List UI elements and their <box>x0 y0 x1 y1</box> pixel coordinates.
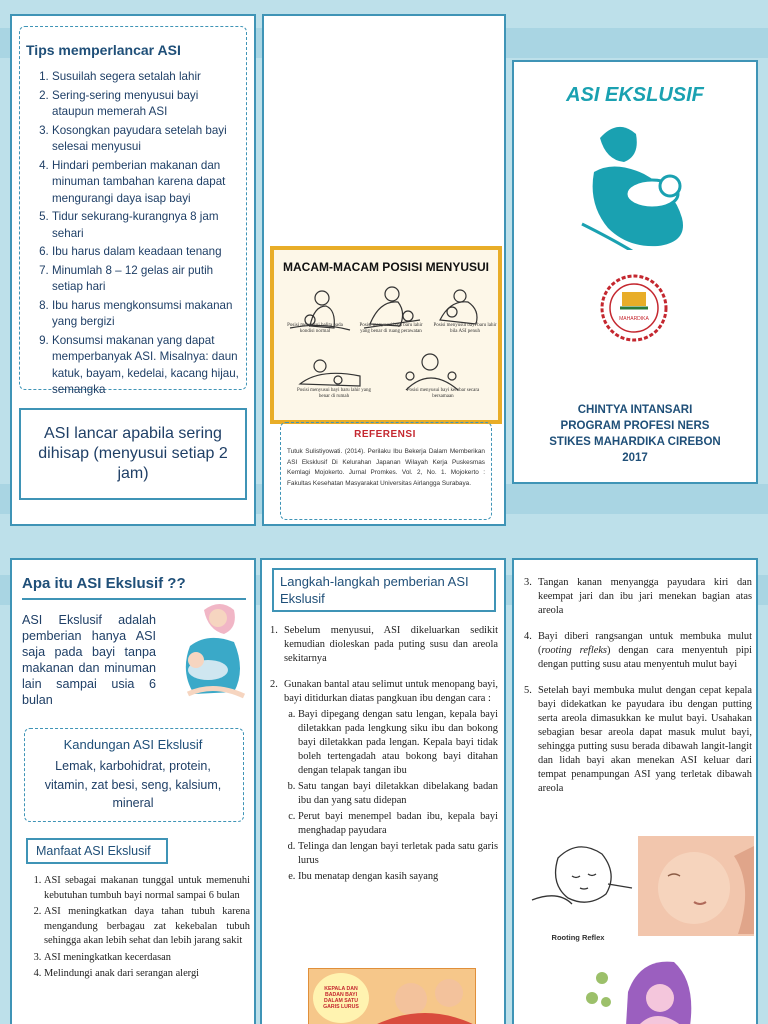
manfaat-header <box>26 838 168 864</box>
kandungan-box <box>24 728 244 822</box>
manfaat-item: 4. Melindungi anak dari serangan alergi <box>44 967 250 982</box>
langkah-panel <box>260 558 506 1024</box>
position-caption: Posisi menyusui bayi kembar secara bersamaan <box>406 388 480 399</box>
image-label-bubble <box>313 973 369 1023</box>
step-2-subitem: b. Satu tangan bayi diletakkan dibelakang badan ibu dan yang satu didepan <box>298 780 498 808</box>
tip-item: 4. Hindari pemberian makanan dan minuman tambahan karena dapat mengurangi daya isap bayi <box>52 158 242 208</box>
manfaat-item: 2. ASI meningkatkan daya tahan tubuh karena mengandung berbagau zat kekebalan tubuh sehingga akan lebih sehat dan lebih jarang sakit <box>44 905 250 949</box>
step-4 <box>538 630 752 672</box>
step-item: 3. Tangan kanan menyangga payudara kiri dan keempat jari dan ibu jari menekan bagian atas areola <box>524 577 752 616</box>
logo-text: MAHARDIKA <box>619 316 649 322</box>
image-label: KEPALA DAN BADAN BAYI DALAM SATU GARIS LURUS <box>323 986 359 1010</box>
cover-panel <box>512 60 758 484</box>
lanjut-steps <box>524 576 752 796</box>
manfaat-item: 1. ASI sebagai makanan tunggal untuk memenuhi kebutuhan tumbuh bayi normal sampai 6 bulan <box>44 874 250 903</box>
step-2-subitem: a. Bayi dipegang dengan satu lengan, kepala bayi diletakkan pada lengkung siku ibu dan bokong bayi diletakkan pada lengan. Kepala bayi tidak boleh tertengadah atau bokong bayi ditahan dengan telapak tangan ibu <box>298 708 498 778</box>
tip-item: 5. Tidur sekurang-kurangnya 8 jam sehari <box>52 209 242 242</box>
referensi-text: Tutuk Sulistiyowati. (2014). Perilaku Ibu Bekerja Dalam Memberikan ASI Eksklusif Di Kelurahan Japanan Wilayah Kerja Puskesmas Kemlagi Mojokerto. Jurnal Promkes. Vol. 2, No. 1. Mojokerto : Fakultas Kesehatan Masyarakat Universitas Airlangga Surabaya. <box>287 448 485 487</box>
step-item: 1. Sebelum menyusui, ASI dikeluarkan sedikit kemudian dioleskan pada puting susu dan areola sekitarnya <box>270 625 498 664</box>
stikes-logo <box>600 274 668 342</box>
cover-author: CHINTYA INTANSARI <box>577 404 693 416</box>
langkah-title: Langkah-langkah pemberian ASI Ekslusif <box>280 574 469 606</box>
baby-position-illustration <box>375 971 475 1024</box>
posisi-panel <box>262 14 506 526</box>
cover-year: 2017 <box>622 452 648 464</box>
cover-school: STIKES MAHARDIKA CIREBON <box>549 436 721 448</box>
langkah-header <box>272 568 496 612</box>
position-caption: Posisi menyusui balita pada kondisi normal <box>287 323 343 334</box>
step-3: Tangan kanan menyangga payudara kiri dan keempat jari dan ibu jari menekan bagian atas areola <box>538 577 752 616</box>
step-2: Gunakan bantal atau selimut untuk menopang bayi, bayi ditidurkan diatas pangkuan ibu dengan cara : <box>284 679 498 704</box>
callout-box <box>19 408 247 500</box>
position-caption: Posisi menyusui bayi baru lahir yang benar di ruang perawatan <box>359 323 423 334</box>
tip-item: 3. Kosongkan payudara setelah bayi selesai menyusui <box>52 123 242 156</box>
step-2-subitem: c. Perut bayi menempel badan ibu, kepala bayi menghadap payudara <box>298 810 498 838</box>
referensi-title: REFERENSI <box>354 429 416 440</box>
callout-text: ASI lancar apabila sering dihisap (menyusui setiap 2 jam) <box>38 425 228 482</box>
tips-title: Tips memperlancar ASI <box>26 42 181 58</box>
mother-baby-illustration <box>174 600 252 700</box>
position-caption: Posisi menyusui bayi baru lahir bila ASI penuh <box>433 323 497 334</box>
tip-item: 8. Ibu harus mengkonsumsi makanan yang bergizi <box>52 298 242 331</box>
rooting-caption: Rooting Reflex <box>551 933 605 942</box>
apa-definition: ASI Ekslusif adalah pemberian hanya ASI saja pada bayi tanpa makanan dan minuman lain sampai usia 6 bulan <box>22 613 156 707</box>
baby-feeding-photo <box>638 836 754 936</box>
step-4-pre: Bayi diberi rangsangan untuk membuka mulut ( <box>538 631 752 656</box>
step-item: 2. Gunakan bantal atau selimut untuk menopang bayi, bayi ditidurkan diatas pangkuan ibu dengan cara : <box>270 679 498 704</box>
position-photo <box>308 968 476 1024</box>
tips-panel <box>10 14 256 526</box>
step-2-subitem: e. Ibu menatap dengan kasih sayang <box>298 870 498 884</box>
kandungan-title: Kandungan ASI Ekslusif <box>63 737 203 752</box>
cover-program: PROGRAM PROFESI NERS <box>560 420 710 432</box>
kandungan-text: Lemak, karbohidrat, protein, vitamin, zat besi, seng, kalsium, mineral <box>44 759 222 810</box>
manfaat-title: Manfaat ASI Ekslusif <box>36 844 151 858</box>
manfaat-item: 3. ASI meningkatkan kecerdasan <box>44 951 250 966</box>
lanjut-panel <box>512 558 758 1024</box>
mother-baby-flowers-illustration <box>578 952 702 1024</box>
tip-item: 1. Susuilah segera setalah lahir <box>52 69 242 86</box>
tips-box <box>19 26 247 396</box>
langkah-steps <box>270 624 498 886</box>
referensi-box <box>280 422 492 520</box>
tips-list <box>26 69 242 401</box>
step-2-subitem: d. Telinga dan lengan bayi terletak pada satu garis lurus <box>298 840 498 868</box>
tip-item: 7. Minumlah 8 – 12 gelas air putih setiap hari <box>52 263 242 296</box>
step-4-em: rooting refleks <box>541 645 607 656</box>
position-caption: Posisi menyusui bayi baru lahir yang benar di rumah <box>296 388 372 399</box>
posisi-title: MACAM-MACAM POSISI MENYUSUI <box>283 260 489 274</box>
step-2-sublist <box>270 708 498 884</box>
step-item: 5. Setelah bayi membuka mulut dengan cepat kepala bayi didekatkan ke payudara ibu dengan putting serta areola dimasukkan ke mulut bayi. Usahakan sebagian besar areola dapat masuk mulut bayi, sehingga putting susu berada dibawah langit-langit dan lidah bayi akan menekan ASI keluar dari tempat penampungan ASI yang terletak dibawah areola <box>524 685 752 794</box>
apa-panel <box>10 558 256 1024</box>
cover-title: ASI EKSLUSIF <box>566 84 704 106</box>
cover-info <box>514 402 756 466</box>
step-4-post: ) dengan cara menyentuh pipi dengan putting susu atau menyentuh mulut bayi <box>538 645 752 670</box>
rooting-reflex-sketch <box>528 838 634 916</box>
tip-item: 2. Sering-sering menyusui bayi ataupun memerah ASI <box>52 88 242 121</box>
apa-title: Apa itu ASI Ekslusif ?? <box>22 575 186 592</box>
step-5: Setelah bayi membuka mulut dengan cepat kepala bayi didekatkan ke payudara ibu dengan putting serta areola dimasukkan ke mulut bayi. Usahakan sebagian besar areola dapat masuk mulut bayi, sehingga putting susu berada dibawah langit-langit dan lidah bayi akan menekan ASI keluar dari tempat penampungan ASI yang terletak dibawah areola <box>538 685 752 794</box>
tip-item: 6. Ibu harus dalam keadaan tenang <box>52 244 242 261</box>
step-1: Sebelum menyusui, ASI dikeluarkan sedikit kemudian dioleskan pada puting susu dan areola sekitarnya <box>284 625 498 664</box>
posisi-figure <box>270 246 502 424</box>
tip-item: 9. Konsumsi makanan yang dapat memperbanyak ASI. Misalnya: daun katuk, bayam, kedelai, kacang hijau, semangka <box>52 333 242 399</box>
step-item: 4. Bayi diberi rangsangan untuk membuka mulut (rooting refleks) dengan cara menyentuh pipi dengan putting susu atau menyentuh mulut bayi <box>524 631 752 670</box>
manfaat-list <box>18 874 250 984</box>
mother-breastfeeding-illustration <box>578 120 694 250</box>
